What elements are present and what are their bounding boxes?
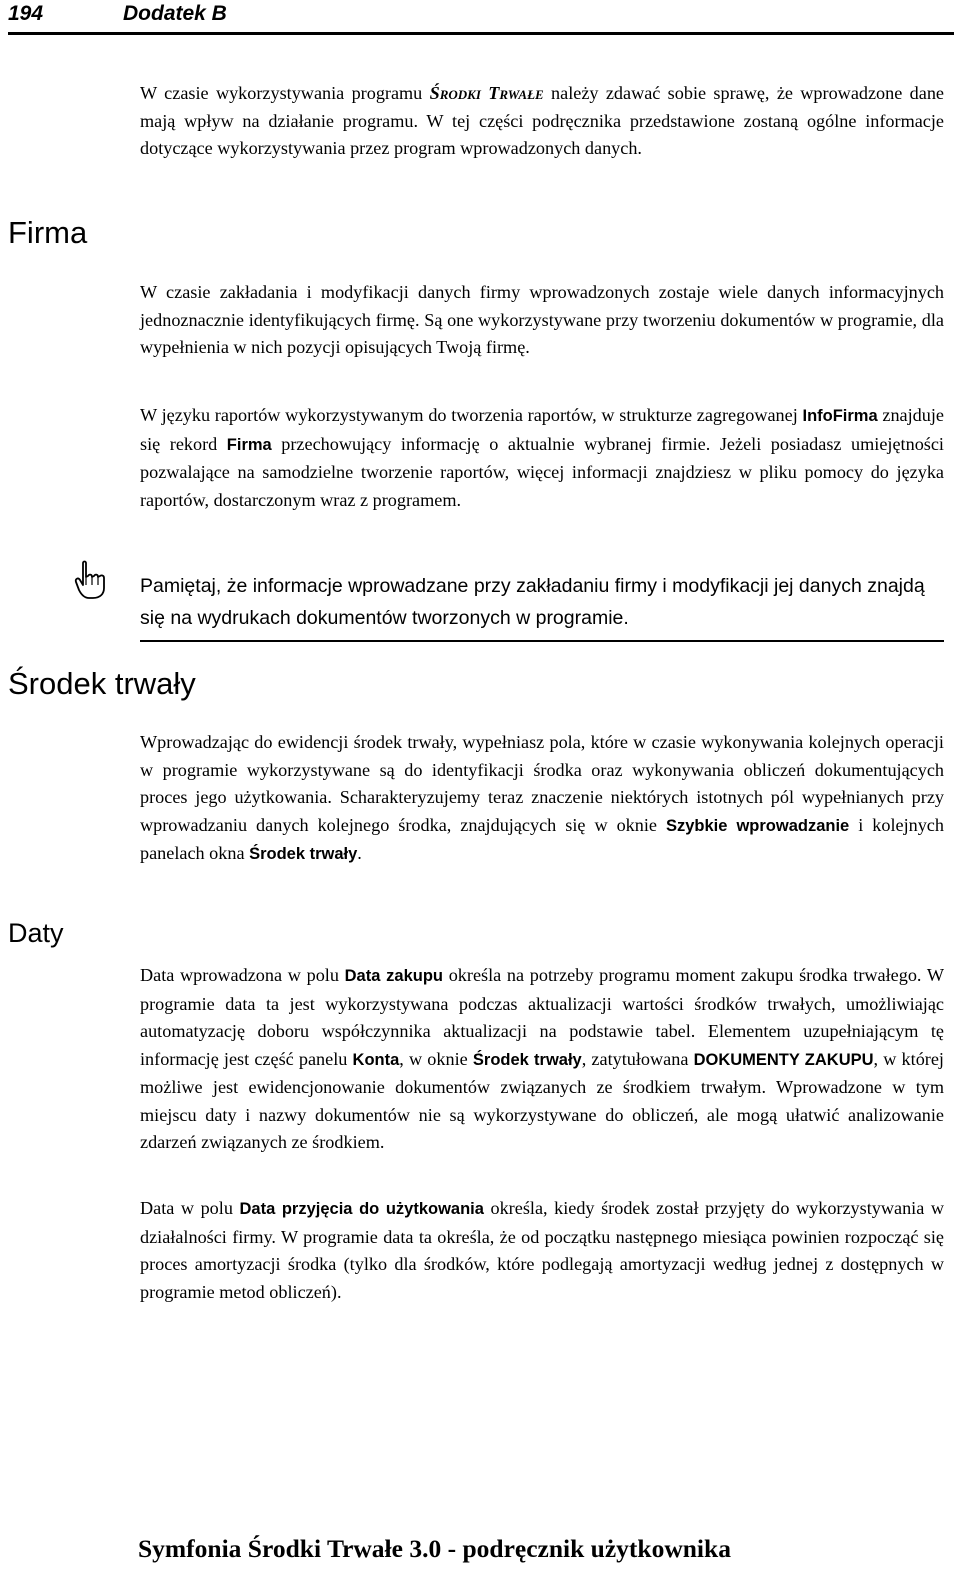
page-footer: Symfonia Środki Trwałe 3.0 - podręcznik użytkownika [138,1534,731,1563]
header-rule [8,32,954,35]
srodek-paragraph: Wprowadzając do ewidencji środek trwały, wypełniasz pola, które w czasie wykonywania kolejnych operacji w programie wykorzystywane są do identyfikacji środka oraz wykonywania obliczeń dokumentujących proces jego użytkowania. Scharakteryzujemy teraz znaczenie niektórych istotnych pól wypełnianych przy wprowadzaniu danych kolejnego środka, znajdujących się w oknie Szybkie wprowadzanie i kolejnych panelach okna Środek trwały. [140,732,944,863]
daty-paragraph-2: Data w polu Data przyjęcia do użytkowania określa, kiedy środek został przyjęty do wykorzystywania w działalności firmy. W programie data ta określa, że od początku następnego miesiąca powinien rozpocząć się proces amortyzacji środka (tylko dla środków, które podlegają amortyzacji według jednej z dostępnych w programie metod obliczeń). [140,1198,944,1302]
daty-paragraph-1: Data wprowadzona w polu Data zakupu określa na potrzeby programu moment zakupu środka trwałego. W programie data ta jest wykorzystywana podczas aktualizacji wartości środków trwałych, umożliwiając automatyzację doboru współczynnika aktualizacji na podstawie tabel. Elementem uzupełniającym tę informację jest część panelu Konta, w oknie Środek trwały, zatytułowana DOKUMENTY ZAKUPU, w której możliwe jest ewidencjonowanie dokumentów związanych ze środkiem trwałym. Wprowadzone w tym miejscu daty i nazwy dokumentów nie są wykorzystywane do obliczeń, ale mogą ułatwić analizowanie zdarzeń związanych ze środkiem. [140,965,945,1152]
heading-daty: Daty [8,918,64,948]
program-name: Środki Trwałe [429,83,544,103]
heading-srodek-trwaly: Środek trwały [8,666,196,701]
pointing-hand-icon [74,560,110,600]
firma-paragraph-2: W języku raportów wykorzystywanym do tworzenia raportów, w strukturze zagregowanej InfoFirma znajduje się rekord Firma przechowujący informację o aktualnie wybranej firmie. Jeżeli posiadasz umiejętności pozwalające na samodzielne tworzenie raportów, więcej informacji znajdziesz w pliku pomocy do języka raportów, dostarczonym wraz z programem. [140,405,944,510]
firma-paragraph-1: W czasie zakładania i modyfikacji danych firmy wprowadzonych zostaje wiele danych informacyjnych jednoznacznie identyfikujących firmę. Są one wykorzystywane przy tworzeniu dokumentów w programie, dla wypełnienia w nich pozycji opisujących Twoją firmę. [140,282,944,357]
intro-paragraph: W czasie wykorzystywania programu Środki Trwałe należy zdawać sobie sprawę, że wprowadzone dane mają wpływ na działanie programu. W tej części podręcznika przedstawione zostaną ogólne informacje dotyczące wykorzystywania przez program wprowadzonych danych. [140,83,944,158]
heading-firma: Firma [8,215,88,250]
page-number: 194 [8,2,44,25]
page-header [8,2,952,32]
note-box: Pamiętaj, że informacje wprowadzane przy zakładaniu firmy i modyfikacji jej danych znajdą się na wydrukach dokumentów tworzonych w programie. [140,570,944,642]
chapter-title: Dodatek B [123,2,227,25]
